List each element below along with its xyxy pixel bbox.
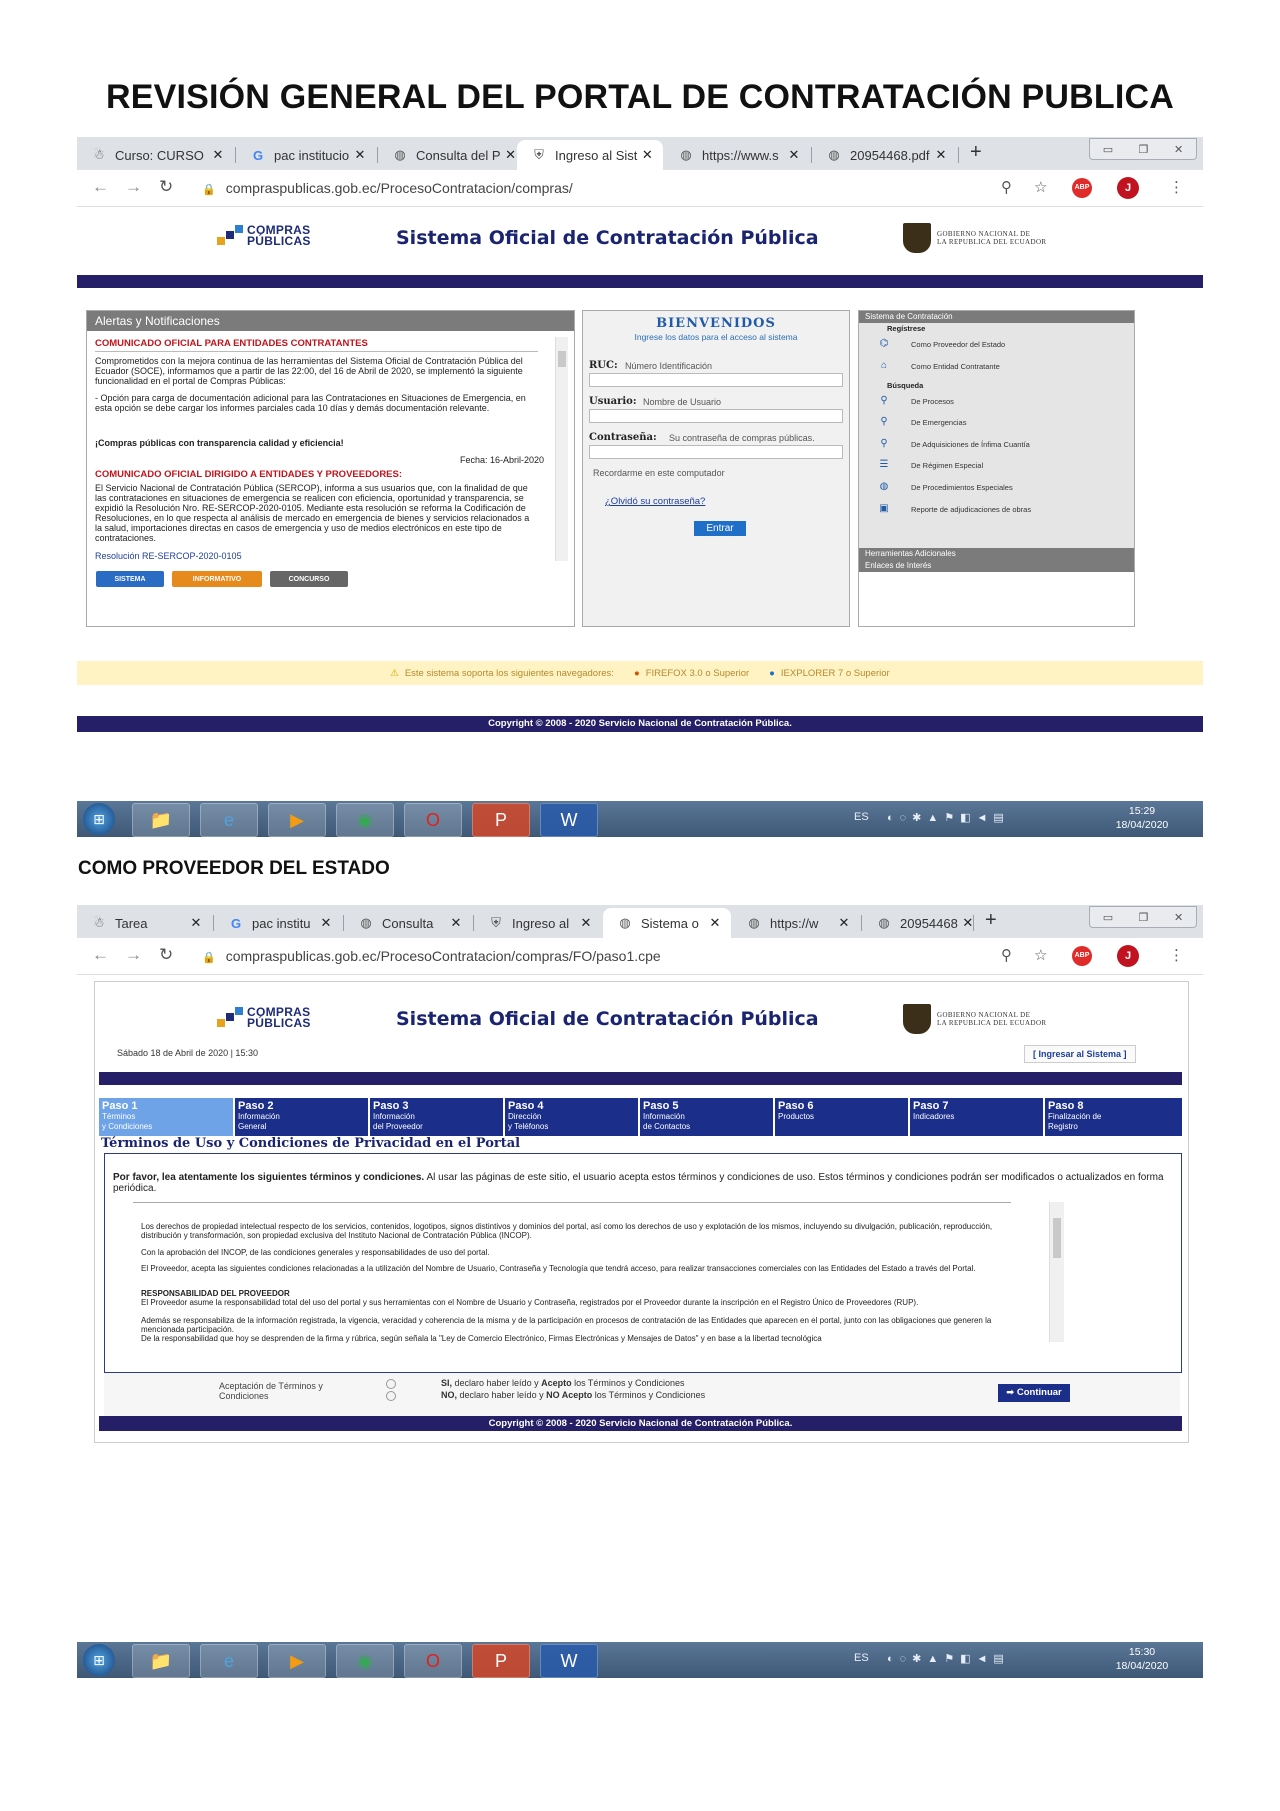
lock-icon: 🔒	[202, 184, 216, 196]
shield-favicon: ⛨	[491, 915, 501, 930]
star-icon[interactable]: ☆	[1034, 947, 1048, 964]
resolution-link[interactable]: Resolución RE-SERCOP-2020-0105	[95, 551, 242, 561]
government-seal: GOBIERNO NACIONAL DE LA REPUBLICA DEL ECUADOR	[903, 1004, 1046, 1034]
minimize-icon[interactable]: ▭	[1102, 911, 1114, 924]
user-add-icon: ⌬	[879, 338, 889, 349]
opera-icon[interactable]: O	[404, 803, 462, 837]
back-icon[interactable]: ←	[92, 945, 109, 964]
terms-box	[104, 1153, 1182, 1373]
ingresar-sistema-link[interactable]: [ Ingresar al Sistema ]	[1024, 1045, 1136, 1063]
step-2[interactable]: Paso 2 Información General	[235, 1098, 370, 1136]
browser-tab[interactable]: ◍ https://w ✕	[732, 908, 860, 938]
close-icon[interactable]: ✕	[354, 147, 366, 162]
registration-steps	[99, 1098, 1182, 1136]
google-icon: G	[230, 915, 242, 931]
links-header[interactable]: Enlaces de Interés	[859, 560, 1134, 572]
terms-title: Términos de Uso y Condiciones de Privacidad en el Portal	[101, 1136, 521, 1151]
site-title: Sistema Oficial de Contratación Pública	[396, 227, 819, 249]
browser-tab-active[interactable]: ◍ Sistema o ✕	[603, 908, 731, 938]
section-heading: COMO PROVEEDOR DEL ESTADO	[78, 858, 390, 879]
notice-bullet: - Opción para carga de documentación adicional para las Contrataciones en Situaciones de Emergencia, en esta opción se debe cargar los informes parciales cada 10 días y demás documentación relevante.	[95, 393, 526, 413]
notice-body: Comprometidos con la mejora continua de las herramientas del Sistema Oficial de Contratación Pública del Ecuador (SOCE), informamos que a partir de las 22:00, del 16 de Abril de 2020, se implementó la siguiente funcionalidad en el portal de Compras Públicas:	[95, 356, 523, 386]
close-icon[interactable]: ✕	[641, 147, 653, 162]
restore-icon[interactable]: ❐	[1138, 143, 1149, 156]
close-icon[interactable]: ✕	[450, 915, 462, 930]
profile-avatar[interactable]: J	[1117, 945, 1139, 967]
language-indicator[interactable]: ES	[854, 1652, 869, 1664]
zoom-icon[interactable]: ⚲	[1001, 947, 1012, 964]
browser-tab[interactable]: ◍ 20954468.pdf ✕	[812, 140, 957, 170]
menu-kebab-icon[interactable]: ⋮	[1169, 947, 1184, 964]
taskbar-clock[interactable]: 15:30 18/04/2020	[1115, 1646, 1169, 1672]
browser-tab[interactable]: ◍ Consulta del P ✕	[378, 140, 516, 170]
close-window-icon[interactable]: ✕	[1174, 143, 1184, 156]
language-indicator[interactable]: ES	[854, 811, 869, 823]
register-entity-link[interactable]: ⌂ Como Entidad Contratante	[877, 360, 1000, 372]
notice-date: Fecha: 16-Abril-2020	[459, 455, 544, 465]
concurso-tab-button[interactable]: CONCURSO	[270, 571, 348, 587]
step-7[interactable]: Paso 7 Indicadores	[910, 1098, 1045, 1136]
globe-icon: ◍	[878, 915, 890, 930]
internet-explorer-icon[interactable]: e	[200, 803, 258, 837]
decline-option-text: NO, declaro haber leído y NO Acepto los Términos y Condiciones	[441, 1390, 706, 1400]
terms-scrollbar[interactable]	[1049, 1202, 1064, 1342]
site-title: Sistema Oficial de Contratación Pública	[396, 1008, 819, 1030]
menu-kebab-icon[interactable]: ⋮	[1169, 179, 1184, 196]
iexplorer-link[interactable]: IEXPLORER 7 o Superior	[780, 667, 890, 679]
terms-intro: Por favor, lea atentamente los siguientes términos y condiciones. Al usar las páginas de este sitio, el usuario acepta estos términos y condiciones de uso. Estos términos y condiciones podrán ser modificados o actualizados en forma periódica.	[113, 1172, 1164, 1194]
browser-tab[interactable]: G pac institucio ✕	[236, 140, 376, 170]
globe-icon: ◍	[680, 147, 692, 162]
register-supplier-link[interactable]: ⌬ Como Proveedor del Estado	[877, 338, 1005, 350]
terms-scroll-area: Los derechos de propiedad intelectual respecto de los servicios, contenidos, logotipos, signos distintivos y dominios del portal, así como los derechos de uso y explotación de los mismos, incluyendo su divulgación, publicación, reproducción, distribución y transformación, son propiedad exclusiva del Instituto Nacional de Contratación Pública (INCOP). Con la aprobación del INCOP, de las condiciones generales y responsabilidades de uso del portal. El Proveedor, acepta las siguientes condiciones relacionadas a la utilización del Nombre de Usuario, Contraseña y Tecnología que tendrá acceso, para realizar transacciones comerciales con las Entidades del Estado a través del Portal. RESPONSABILIDAD DEL PROVEEDOR El Proveedor asume la responsabilidad total del uso del portal y sus herramientas con el Nombre de Usuario y Contraseña, registrados por el Proveedor durante la inscripción en el Registro Único de Proveedores (RUP). Además se responsabiliza de la información registrada, la vigencia, veracidad y coherencia de la misma y de la participación en procesos de contratación de las Entidades que aparecen en el portal, junto con las obligaciones que generen la mencionada participación. De la responsabilidad que hoy se desprenden de la firma y rúbrica, según señala la "Ley de Comercio Electrónico, Firmas Electrónicas y Mensajes de Datos" y en base a la libertad tecnológica	[141, 1222, 993, 1343]
logo-mark	[217, 225, 243, 247]
window-controls[interactable]	[1089, 138, 1197, 160]
forward-icon[interactable]: →	[125, 945, 142, 964]
start-button[interactable]: ⊞	[83, 803, 115, 835]
tools-header[interactable]: Herramientas Adicionales	[859, 548, 1134, 560]
forgot-password-link[interactable]: ¿Olvidó su contraseña?	[605, 496, 706, 507]
browser-tab[interactable]: ⛨ Ingreso al ✕	[474, 908, 602, 938]
browser-tab[interactable]: ◍ https://www.s ✕	[664, 140, 810, 170]
compras-publicas-logo: COMPRAS PÚBLICAS	[217, 1007, 311, 1029]
search-processes-link[interactable]: ⚲ De Procesos	[877, 395, 954, 407]
close-icon[interactable]: ✕	[190, 915, 202, 930]
login-panel: BIENVENIDOS Ingrese los datos para el acceso al sistema RUC: Número Identificación Usuario: Nombre de Usuario Contraseña: Su contraseña de compras públicas. Recordarme en este computador ¿Olvidó su contraseña? Entrar	[582, 310, 850, 627]
search-icon: ⚲	[880, 416, 888, 427]
browsers-notice-bar: ⚠ Este sistema soporta los siguientes navegadores: ● FIREFOX 3.0 o Superior ● IEXPLORER 7 o Superior	[77, 661, 1203, 685]
notice-title: COMUNICADO OFICIAL PARA ENTIDADES CONTRATANTES	[95, 338, 368, 349]
close-icon[interactable]: ✕	[935, 147, 947, 162]
step-6[interactable]: Paso 6 Productos	[775, 1098, 910, 1136]
reload-icon[interactable]: ↻	[159, 945, 174, 964]
search-regimen-link[interactable]: ☰ De Régimen Especial	[877, 459, 983, 471]
list-icon: ☰	[879, 459, 889, 470]
opera-icon[interactable]: O	[404, 1644, 462, 1678]
word-icon[interactable]: W	[540, 803, 598, 837]
screenshot-login-portal	[77, 137, 1203, 837]
globe-icon: ◍	[748, 915, 760, 930]
search-icon: ⚲	[880, 438, 888, 449]
globe-icon: ◍	[879, 481, 889, 492]
globe-icon: ◍	[394, 147, 406, 162]
windows-taskbar	[77, 1642, 1203, 1678]
restore-icon[interactable]: ❐	[1138, 911, 1149, 924]
browser-tab-strip	[77, 137, 1203, 170]
search-special-link[interactable]: ◍ De Procedimientos Especiales	[877, 481, 1013, 493]
notice-body: El Servicio Nacional de Contratación Pública (SERCOP), informa a sus usuarios que, con la finalidad de que las contrataciones en situaciones de emergencia se realicen con eficiencia, oportunidad y transparencia, se expidió la Resolución Nro. RE-SERCOP-2020-0105. Mediante esta resolución se reforma la Codificación de Resoluciones, en lo que respecta al análisis de mercado en emergencia de bienes y servicios relacionados a la salud, importaciones directas en casos de emergencia y uso de medios electrónicos en este tipo de contrataciones.	[95, 483, 530, 543]
system-tray-icons[interactable]: ◐◌✱▲⚑◧◄▤	[887, 812, 1010, 824]
minimize-icon[interactable]: ▭	[1102, 143, 1114, 156]
person-icon: ☃	[93, 147, 105, 162]
chrome-icon[interactable]: ◉	[336, 1644, 394, 1678]
close-icon[interactable]: ✕	[320, 915, 332, 930]
browser-tab[interactable]: ☃ Tarea ✕	[77, 908, 212, 938]
firefox-link[interactable]: FIREFOX 3.0 o Superior	[645, 667, 750, 679]
continue-button[interactable]: ➡ Continuar	[998, 1384, 1070, 1402]
remember-me-checkbox[interactable]: Recordarme en este computador	[593, 468, 725, 478]
address-bar	[77, 938, 1203, 975]
browser-tab-active[interactable]: ⛨ Ingreso al Sist ✕	[517, 140, 663, 170]
close-icon[interactable]: ✕	[709, 915, 721, 930]
welcome-title: BIENVENIDOS	[656, 316, 776, 331]
screenshot-supplier-registration	[77, 905, 1203, 1680]
firefox-icon: ●	[633, 667, 640, 679]
new-tab-button[interactable]: +	[985, 909, 997, 931]
header-divider	[99, 1072, 1182, 1085]
coat-of-arms-icon	[903, 223, 931, 253]
close-icon[interactable]: ✕	[962, 915, 974, 930]
close-icon[interactable]: ✕	[505, 147, 517, 162]
alerts-header: Alertas y Notificaciones	[87, 311, 574, 331]
search-icon: ⚲	[880, 395, 888, 406]
password-input[interactable]	[589, 445, 843, 459]
file-explorer-icon[interactable]: 📁	[132, 803, 190, 837]
accept-option-text: SI, declaro haber leído y Acepto los Términos y Condiciones	[441, 1378, 685, 1388]
copyright-bar: Copyright © 2008 - 2020 Servicio Nacional de Contratación Pública.	[77, 716, 1203, 732]
building-icon: ⌂	[880, 360, 888, 371]
person-icon: ☃	[93, 915, 105, 930]
warning-icon: ⚠	[390, 667, 399, 679]
globe-icon: ◍	[360, 915, 372, 930]
media-player-icon[interactable]: ▶	[268, 1644, 326, 1678]
browser-tab[interactable]: G pac institu ✕	[214, 908, 342, 938]
slogan: ¡Compras públicas con transparencia calidad y eficiencia!	[95, 438, 344, 448]
reload-icon[interactable]: ↻	[159, 177, 174, 196]
step-3[interactable]: Paso 3 Información del Proveedor	[370, 1098, 505, 1136]
browser-tab-strip	[77, 905, 1203, 938]
login-subtitle: Ingrese los datos para el acceso al sistema	[634, 332, 798, 342]
accept-radio[interactable]	[386, 1379, 396, 1389]
powerpoint-icon[interactable]: P	[472, 1644, 530, 1678]
globe-icon: ◍	[619, 915, 631, 930]
taskbar-clock[interactable]: 15:29 18/04/2020	[1115, 805, 1169, 831]
username-input[interactable]	[589, 409, 843, 423]
informativo-tab-button[interactable]: INFORMATIVO	[172, 571, 262, 587]
sistema-header[interactable]: Sistema de Contratación	[859, 311, 1134, 323]
step-8[interactable]: Paso 8 Finalización de Registro	[1045, 1098, 1182, 1136]
logo-mark	[217, 1007, 243, 1029]
adblock-icon[interactable]: ABP	[1072, 178, 1092, 198]
document-title: REVISIÓN GENERAL DEL PORTAL DE CONTRATACIÓN PUBLICA	[105, 78, 1175, 116]
word-icon[interactable]: W	[540, 1644, 598, 1678]
windows-taskbar	[77, 801, 1203, 837]
powerpoint-icon[interactable]: P	[472, 803, 530, 837]
step-4[interactable]: Paso 4 Dirección y Teléfonos	[505, 1098, 640, 1136]
profile-avatar[interactable]: J	[1117, 177, 1139, 199]
globe-icon: ◍	[828, 147, 840, 162]
sistema-tab-button[interactable]: SISTEMA	[96, 571, 164, 587]
government-seal: GOBIERNO NACIONAL DE LA REPUBLICA DEL ECUADOR	[903, 223, 1046, 253]
new-tab-button[interactable]: +	[970, 141, 982, 163]
back-icon[interactable]: ←	[92, 177, 109, 196]
ruc-input[interactable]	[589, 373, 843, 387]
close-icon[interactable]: ✕	[838, 915, 850, 930]
ie-icon: ●	[769, 667, 775, 679]
close-icon[interactable]: ✕	[788, 147, 800, 162]
header-divider	[77, 275, 1203, 288]
browser-tab[interactable]: ☃ Curso: CURSO ✕	[77, 140, 234, 170]
acceptance-label: Aceptación de Términos y Condiciones	[219, 1381, 323, 1401]
arrow-right-icon: ➡	[1006, 1387, 1017, 1398]
decline-radio[interactable]	[386, 1391, 396, 1401]
enter-button[interactable]: Entrar	[694, 521, 746, 536]
sistema-contratacion-panel: Sistema de Contratación Regístrese ⌬ Como Proveedor del Estado ⌂ Como Entidad Contratante Búsqueda ⚲ De Procesos ⚲ De Emergencias ⚲ De Adquisiciones de Ínfima Cuantía ☰ De Régimen Especial ◍ De Procedimientos Especiales ▣ Reporte de adjudicaciones de obras Herramientas Adicionales Enlaces de Interés	[858, 310, 1135, 627]
close-icon[interactable]: ✕	[212, 147, 224, 162]
star-icon[interactable]: ☆	[1034, 179, 1048, 196]
forward-icon[interactable]: →	[125, 177, 142, 196]
window-controls[interactable]	[1089, 906, 1197, 928]
zoom-icon[interactable]: ⚲	[1001, 179, 1012, 196]
notice-title: COMUNICADO OFICIAL DIRIGIDO A ENTIDADES Y PROVEEDORES:	[95, 469, 403, 480]
step-5[interactable]: Paso 5 Información de Contactos	[640, 1098, 775, 1136]
coat-of-arms-icon	[903, 1004, 931, 1034]
close-window-icon[interactable]: ✕	[1174, 911, 1184, 924]
search-emergencies-link[interactable]: ⚲ De Emergencias	[877, 416, 966, 428]
chrome-icon[interactable]: ◉	[336, 803, 394, 837]
works-report-link[interactable]: ▣ Reporte de adjudicaciones de obras	[877, 503, 1031, 515]
compras-publicas-logo: COMPRAS PÚBLICAS	[217, 225, 311, 247]
shield-favicon: ⛨	[534, 147, 544, 162]
search-infima-link[interactable]: ⚲ De Adquisiciones de Ínfima Cuantía	[877, 438, 1030, 450]
internet-explorer-icon[interactable]: e	[200, 1644, 258, 1678]
copyright-bar: Copyright © 2008 - 2020 Servicio Nacional de Contratación Pública.	[99, 1416, 1182, 1431]
media-player-icon[interactable]: ▶	[268, 803, 326, 837]
browser-tab[interactable]: ◍ 20954468 ✕	[862, 908, 972, 938]
file-explorer-icon[interactable]: 📁	[132, 1644, 190, 1678]
report-icon: ▣	[879, 503, 889, 514]
lock-icon: 🔒	[202, 952, 216, 964]
address-bar	[77, 170, 1203, 207]
system-tray-icons[interactable]: ◐◌✱▲⚑◧◄▤	[887, 1653, 1010, 1665]
step-1[interactable]: Paso 1 Términos y Condiciones	[99, 1098, 235, 1136]
start-button[interactable]: ⊞	[83, 1644, 115, 1676]
url-field[interactable]: 🔒 compraspublicas.gob.ec/ProcesoContratacion/compras/	[202, 180, 573, 196]
close-icon[interactable]: ✕	[580, 915, 592, 930]
adblock-icon[interactable]: ABP	[1072, 946, 1092, 966]
browser-tab[interactable]: ◍ Consulta ✕	[344, 908, 472, 938]
google-icon: G	[252, 147, 264, 163]
current-date-time: Sábado 18 de Abril de 2020 | 15:30	[117, 1048, 258, 1058]
alerts-scrollbar[interactable]	[555, 337, 568, 561]
alerts-panel	[86, 310, 575, 627]
url-field[interactable]: 🔒 compraspublicas.gob.ec/ProcesoContratacion/compras/FO/paso1.cpe	[202, 948, 661, 964]
